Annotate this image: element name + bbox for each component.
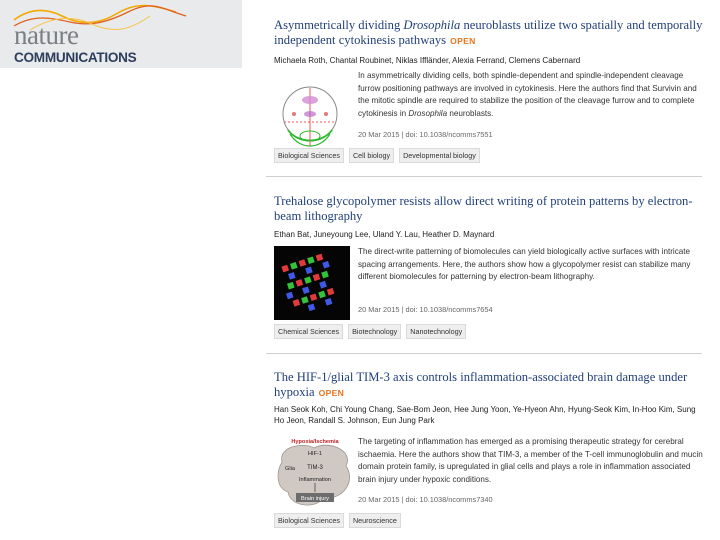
divider	[266, 353, 702, 354]
subject-tag[interactable]: Cell biology	[349, 148, 394, 163]
logo-nature-text: nature	[14, 20, 79, 50]
fluorescent-protein-pattern-icon[interactable]	[274, 246, 350, 325]
doi-text: doi: 10.1038/ncomms7551	[405, 130, 493, 139]
publish-date: 20 Mar 2015	[358, 130, 400, 139]
article-meta: 20 Mar 2015 | doi: 10.1038/ncomms7654	[358, 305, 493, 314]
publish-date: 20 Mar 2015	[358, 305, 400, 314]
subject-tag[interactable]: Developmental biology	[399, 148, 480, 163]
diagram-label: Hypoxia/Ischemia	[291, 439, 339, 445]
subject-tags	[274, 324, 466, 339]
doi-text: doi: 10.1038/ncomms7654	[405, 305, 493, 314]
article-title-link[interactable]: The HIF-1/glial TIM-3 axis controls inflammation-associated brain damage under hypoxia OPEN	[274, 370, 688, 399]
article-abstract: The direct-write patterning of biomolecules can yield biologically active surfaces with intricate spacing arrangements. Here, the authors show how a glycopolymer resist can stabilize many different biomolecules for patterning by electron-beam lithography.	[358, 247, 691, 282]
article-abstract: In asymmetrically dividing cells, both spindle-dependent and spindle-independent cleavage furrow positioning pathways are involved in cytokinesis. Here the authors find that Survivin and the mitotic spindle are required to stabilize the position of the cleavage furrow and to complete cytokinesis in Drosophila neuroblasts.	[358, 71, 697, 118]
article-meta: 20 Mar 2015 | doi: 10.1038/ncomms7551	[358, 130, 493, 139]
open-access-badge: OPEN	[318, 388, 345, 398]
subject-tag[interactable]: Biotechnology	[348, 324, 401, 339]
open-access-badge: OPEN	[450, 36, 476, 46]
article-abstract: The targeting of inflammation has emerged as a promising therapeutic strategy for cerebral ischaemia. Here the authors show that TIM-3, a member of the T-cell immunoglobulin and mucin domain protein family, is upregulated in glial cells and plays a role in inflammation associated brain injury under hypoxic conditions.	[358, 437, 703, 484]
subject-tag[interactable]: Biological Sciences	[274, 513, 344, 528]
subject-tags	[274, 148, 480, 163]
doi-text: doi: 10.1038/ncomms7340	[405, 495, 493, 504]
diagram-label: Inflammation	[298, 477, 332, 483]
article-meta: 20 Mar 2015 | doi: 10.1038/ncomms7340	[358, 495, 493, 504]
diagram-label: Glia	[285, 466, 295, 472]
article-authors: Ethan Bat, Juneyoung Lee, Uland Y. Lau, Heather D. Maynard	[274, 230, 495, 239]
article-title-link[interactable]: Trehalose glycopolymer resists allow direct writing of protein patterns by electron-beam lithography	[274, 194, 693, 223]
article-title-link[interactable]: Asymmetrically dividing Drosophila neuroblasts utilize two spatially and temporally independent cytokinesis pathways OPEN	[274, 18, 703, 47]
diagram-label: TIM-3	[307, 465, 323, 471]
hif1-tim3-pathway-diagram-icon[interactable]	[274, 436, 356, 515]
subject-tag[interactable]: Chemical Sciences	[274, 324, 343, 339]
divider	[266, 176, 702, 177]
diagram-label: Brain injury	[301, 496, 329, 502]
logo-communications-text: COMMUNICATIONS	[14, 50, 137, 65]
subject-tag[interactable]: Nanotechnology	[406, 324, 466, 339]
diagram-label: HIF-1	[308, 451, 322, 457]
publish-date: 20 Mar 2015	[358, 495, 400, 504]
article-authors: Han Seok Koh, Chi Young Chang, Sae-Bom Jeon, Hee Jung Yoon, Ye-Hyeon Ahn, Hyung-Seok Kim, In-Hoo Kim, Sung Ho Jeon, Randall S. Johnson, Eun Jung Park	[274, 405, 696, 425]
subject-tag[interactable]: Biological Sciences	[274, 148, 344, 163]
article-authors: Michaela Roth, Chantal Roubinet, Niklas Iffländer, Alexia Ferrand, Clemens Cabernard	[274, 56, 581, 65]
journal-logo[interactable]	[0, 0, 242, 68]
subject-tag[interactable]: Neuroscience	[349, 513, 401, 528]
subject-tags	[274, 513, 401, 528]
